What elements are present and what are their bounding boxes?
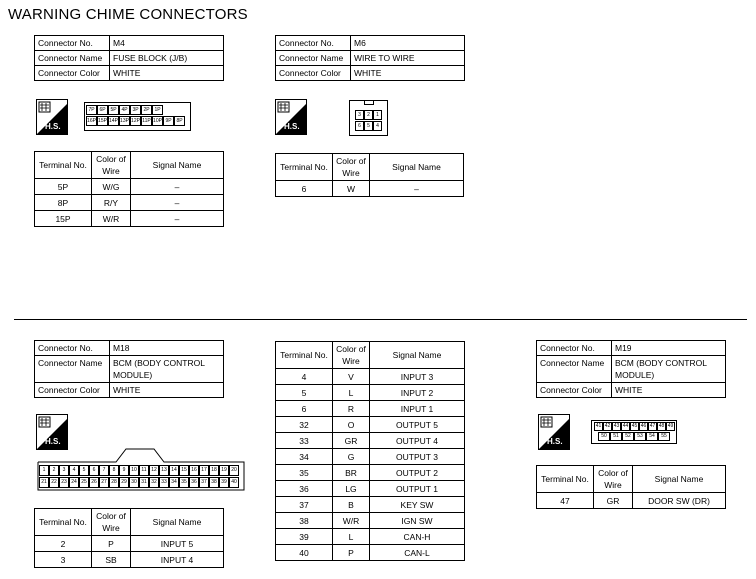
connector-face-m4 (84, 102, 191, 131)
wire-color-cell: V (333, 369, 370, 385)
hs-icon (275, 99, 307, 135)
terminal-no-cell: 4 (276, 369, 333, 385)
terminal-no-cell: 38 (276, 513, 333, 529)
connector-pin: 50 (598, 432, 610, 441)
hs-label: H.S. (547, 437, 563, 446)
table-row (276, 181, 464, 197)
connector-pin: 44 (622, 423, 629, 429)
terminal-no-header: Terminal No. (537, 466, 594, 493)
connector-color-value: WHITE (110, 66, 224, 81)
table-row (276, 497, 465, 513)
connector-pin: 4 (373, 121, 382, 131)
signal-name-cell: – (131, 179, 224, 195)
hs-icon (538, 414, 570, 450)
color-of-wire-header: Color of Wire (333, 154, 370, 181)
signal-name-cell: OUTPUT 2 (370, 465, 465, 481)
connector-pin: 16 (189, 465, 199, 476)
connector-no-value: M18 (110, 341, 224, 356)
terminal-no-cell: 2 (35, 536, 92, 552)
signal-name-cell: INPUT 1 (370, 401, 465, 417)
terminal-no-cell: 5P (35, 179, 92, 195)
connector-pin: 14 (169, 465, 179, 476)
table-row (276, 465, 465, 481)
connector-name-value: WIRE TO WIRE (351, 51, 465, 66)
connector-pin: 24 (69, 477, 79, 488)
wire-color-cell: O (333, 417, 370, 433)
signal-name-cell: DOOR SW (DR) (633, 493, 726, 509)
table-row (276, 481, 465, 497)
connector-pin: 53 (634, 432, 646, 441)
connector-pin: 11 (139, 465, 149, 476)
wire-color-cell: P (92, 536, 131, 552)
signal-name-header: Signal Name (370, 154, 464, 181)
wire-color-cell: LG (333, 481, 370, 497)
signal-name-cell: – (131, 195, 224, 211)
connector-pin: 8P (174, 116, 185, 126)
connector-pin: 21 (39, 477, 49, 488)
terminal-table-m6 (275, 153, 464, 197)
wire-color-cell: R (333, 401, 370, 417)
connector-pin: 5 (364, 121, 373, 131)
connector-face-m19 (591, 420, 677, 444)
connector-color-value: WHITE (110, 383, 224, 398)
terminal-no-cell: 47 (537, 493, 594, 509)
terminal-no-header: Terminal No. (35, 152, 92, 179)
signal-name-header: Signal Name (131, 152, 224, 179)
connector-pin: 1P (152, 105, 163, 115)
wire-color-cell: W (333, 181, 370, 197)
wire-color-cell: W/R (333, 513, 370, 529)
connector-pin: 38 (209, 477, 219, 488)
terminal-no-cell: 39 (276, 529, 333, 545)
connector-pin: 3 (355, 110, 364, 120)
terminal-table-m4 (34, 151, 224, 227)
connector-name-label: Connector Name (35, 51, 110, 66)
connector-color-label: Connector Color (35, 383, 110, 398)
connector-pin: 1 (39, 465, 49, 476)
signal-name-header: Signal Name (370, 342, 465, 369)
connector-pin: 6 (89, 465, 99, 476)
connector-pin: 42 (604, 423, 611, 429)
table-row (35, 211, 224, 227)
connector-pin: 43 (613, 423, 620, 429)
signal-name-cell: KEY SW (370, 497, 465, 513)
connector-pin: 11P (142, 118, 151, 124)
connector-pin: 49 (667, 423, 674, 429)
wire-color-cell: R/Y (92, 195, 131, 211)
signal-name-cell: INPUT 5 (131, 536, 224, 552)
connector-pin: 47 (649, 423, 656, 429)
terminal-no-cell: 6 (276, 401, 333, 417)
connector-pin: 15 (179, 465, 189, 476)
connector-name-value: FUSE BLOCK (J/B) (110, 51, 224, 66)
connector-color-label: Connector Color (537, 383, 612, 398)
signal-name-cell: INPUT 3 (370, 369, 465, 385)
terminal-table-m19 (536, 465, 726, 509)
connector-pin: 28 (109, 477, 119, 488)
connector-pin: 15P (98, 118, 107, 124)
wire-color-cell: BR (333, 465, 370, 481)
connector-pin: 41 (595, 423, 602, 429)
connector-pin: 17 (199, 465, 209, 476)
table-row (35, 195, 224, 211)
connector-pin: 37 (199, 477, 209, 488)
terminal-no-cell: 35 (276, 465, 333, 481)
connector-color-label: Connector Color (276, 66, 351, 81)
terminal-no-header: Terminal No. (276, 154, 333, 181)
connector-pin: 16P (87, 118, 96, 124)
signal-name-header: Signal Name (131, 509, 224, 536)
connector-pin: 12P (131, 118, 140, 124)
connector-pin: 9P (163, 116, 174, 126)
connector-pin: 48 (658, 423, 665, 429)
connector-pin: 2P (141, 105, 152, 115)
connector-pin: 30 (129, 477, 139, 488)
terminal-no-cell: 5 (276, 385, 333, 401)
connector-pin: 4 (69, 465, 79, 476)
table-row (35, 536, 224, 552)
signal-name-cell: OUTPUT 3 (370, 449, 465, 465)
hs-icon (36, 99, 68, 135)
terminal-no-cell: 36 (276, 481, 333, 497)
hs-label: H.S. (284, 122, 300, 131)
connector-color-value: WHITE (612, 383, 726, 398)
wire-color-cell: GR (594, 493, 633, 509)
connector-no-label: Connector No. (35, 36, 110, 51)
color-of-wire-header: Color of Wire (333, 342, 370, 369)
connector-info-m4 (34, 35, 224, 81)
hs-label: H.S. (45, 437, 61, 446)
signal-name-cell: OUTPUT 5 (370, 417, 465, 433)
signal-name-cell: IGN SW (370, 513, 465, 529)
terminal-no-cell: 40 (276, 545, 333, 561)
signal-name-cell: OUTPUT 1 (370, 481, 465, 497)
connector-no-value: M6 (351, 36, 465, 51)
connector-name-value: BCM (BODY CONTROL MODULE) (110, 356, 224, 383)
wire-color-cell: P (333, 545, 370, 561)
wire-color-cell: SB (92, 552, 131, 568)
connector-color-label: Connector Color (35, 66, 110, 81)
connector-name-label: Connector Name (537, 356, 612, 383)
signal-name-cell: OUTPUT 4 (370, 433, 465, 449)
table-row (276, 529, 465, 545)
terminal-table-m18-continued (275, 341, 465, 561)
connector-pin: 39 (219, 477, 229, 488)
connector-pin: 12 (149, 465, 159, 476)
wire-color-cell: B (333, 497, 370, 513)
connector-pin: 2 (49, 465, 59, 476)
connector-pin: 8 (109, 465, 119, 476)
signal-name-cell: – (370, 181, 464, 197)
terminal-no-cell: 6 (276, 181, 333, 197)
connector-pin: 25 (79, 477, 89, 488)
connector-no-label: Connector No. (276, 36, 351, 51)
connector-pin: 22 (49, 477, 59, 488)
table-row (276, 401, 465, 417)
signal-name-cell: INPUT 2 (370, 385, 465, 401)
connector-pin: 45 (631, 423, 638, 429)
table-row (276, 433, 465, 449)
connector-pin: 29 (119, 477, 129, 488)
wire-color-cell: W/G (92, 179, 131, 195)
connector-pin: 14P (109, 118, 118, 124)
connector-pin: 23 (59, 477, 69, 488)
connector-pin: 10P (153, 118, 162, 124)
connector-pin: 55 (658, 432, 670, 441)
connector-pin: 36 (189, 477, 199, 488)
wire-color-cell: L (333, 385, 370, 401)
connector-pin: 26 (89, 477, 99, 488)
table-row (537, 493, 726, 509)
connector-pin: 9 (119, 465, 129, 476)
wire-color-cell: W/R (92, 211, 131, 227)
connector-no-value: M4 (110, 36, 224, 51)
wire-color-cell: GR (333, 433, 370, 449)
connector-pin: 18 (209, 465, 219, 476)
connector-pin: 19 (219, 465, 229, 476)
table-row (276, 545, 465, 561)
connector-pin: 6 (355, 121, 364, 131)
section-divider (14, 319, 747, 320)
table-row (276, 385, 465, 401)
terminal-no-header: Terminal No. (35, 509, 92, 536)
connector-no-value: M19 (612, 341, 726, 356)
connector-pin: 10 (129, 465, 139, 476)
m18-pin-grid (39, 465, 239, 488)
connector-name-label: Connector Name (276, 51, 351, 66)
connector-pin: 31 (139, 477, 149, 488)
connector-pin: 4P (119, 105, 130, 115)
table-row (35, 179, 224, 195)
connector-pin: 13 (159, 465, 169, 476)
wire-color-cell: L (333, 529, 370, 545)
connector-pin: 51 (610, 432, 622, 441)
connector-pin: 7P (86, 105, 97, 115)
connector-info-m19 (536, 340, 726, 398)
connector-color-value: WHITE (351, 66, 465, 81)
connector-pin: 2 (364, 110, 373, 120)
terminal-no-cell: 15P (35, 211, 92, 227)
connector-pin: 1 (373, 110, 382, 120)
connector-name-label: Connector Name (35, 356, 110, 383)
terminal-no-cell: 34 (276, 449, 333, 465)
connector-name-value: BCM (BODY CONTROL MODULE) (612, 356, 726, 383)
terminal-no-cell: 33 (276, 433, 333, 449)
connector-pin: 34 (169, 477, 179, 488)
color-of-wire-header: Color of Wire (594, 466, 633, 493)
connector-pin: 3P (130, 105, 141, 115)
connector-pin: 40 (229, 477, 239, 488)
color-of-wire-header: Color of Wire (92, 152, 131, 179)
hs-label: H.S. (45, 122, 61, 131)
table-row (276, 369, 465, 385)
table-row (276, 449, 465, 465)
connector-info-m6 (275, 35, 465, 81)
connector-no-label: Connector No. (35, 341, 110, 356)
connector-no-label: Connector No. (537, 341, 612, 356)
signal-name-cell: CAN-L (370, 545, 465, 561)
terminal-no-cell: 32 (276, 417, 333, 433)
connector-pin: 7 (99, 465, 109, 476)
connector-pin: 46 (640, 423, 647, 429)
terminal-no-cell: 37 (276, 497, 333, 513)
signal-name-cell: INPUT 4 (131, 552, 224, 568)
connector-face-m6 (349, 100, 388, 136)
color-of-wire-header: Color of Wire (92, 509, 131, 536)
table-row (276, 513, 465, 529)
connector-pin: 13P (120, 118, 129, 124)
table-row (276, 417, 465, 433)
connector-pin: 27 (99, 477, 109, 488)
connector-pin: 35 (179, 477, 189, 488)
connector-pin: 54 (646, 432, 658, 441)
connector-pin: 33 (159, 477, 169, 488)
page-title: WARNING CHIME CONNECTORS (8, 6, 248, 23)
connector-pin: 52 (622, 432, 634, 441)
connector-pin: 5P (108, 105, 119, 115)
connector-pin: 20 (229, 465, 239, 476)
terminal-no-header: Terminal No. (276, 342, 333, 369)
signal-name-cell: – (131, 211, 224, 227)
connector-pin: 6P (97, 105, 108, 115)
wire-color-cell: G (333, 449, 370, 465)
signal-name-header: Signal Name (633, 466, 726, 493)
signal-name-cell: CAN-H (370, 529, 465, 545)
connector-pin: 32 (149, 477, 159, 488)
terminal-table-m18 (34, 508, 224, 568)
connector-info-m18 (34, 340, 224, 398)
connector-pin: 3 (59, 465, 69, 476)
connector-pin: 5 (79, 465, 89, 476)
hs-icon (36, 414, 68, 450)
terminal-no-cell: 3 (35, 552, 92, 568)
terminal-no-cell: 8P (35, 195, 92, 211)
table-row (35, 552, 224, 568)
